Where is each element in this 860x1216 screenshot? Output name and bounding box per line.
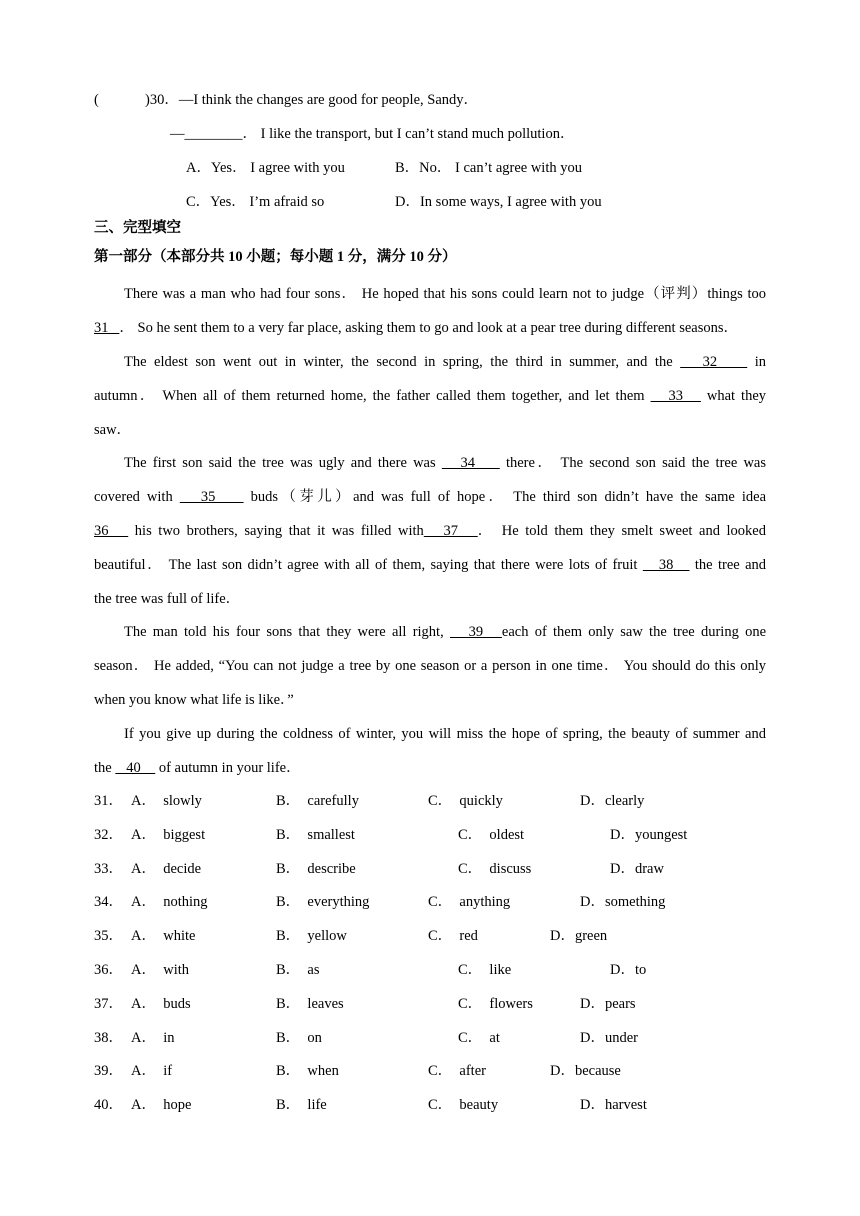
option-a: A． biggest	[131, 826, 206, 843]
q30-option-b: B．No． I can’t agree with you	[395, 160, 582, 176]
option-b: B． as	[276, 962, 320, 978]
option-a: A． if	[131, 1063, 173, 1080]
option-number: 38．	[94, 1029, 123, 1046]
passage-text: his two brothers, saying that it was filled with	[134, 523, 424, 539]
option-d: D．pears	[580, 995, 636, 1012]
blank-31: 31	[94, 320, 120, 336]
passage-line	[94, 319, 738, 337]
passage-line: the tree was full of life．	[94, 591, 241, 607]
passage-text: buds（芽儿）and was full of hope． The third son didn’t have the same idea	[250, 489, 767, 505]
blank-38: 38	[642, 557, 690, 573]
option-d: D．green	[550, 928, 608, 945]
option-d: D．clearly	[580, 793, 645, 809]
passage-text: what they	[706, 388, 767, 404]
passage-line	[94, 759, 301, 777]
option-c: C． quickly	[428, 793, 503, 809]
option-d: D．harvest	[580, 1097, 647, 1114]
passage-line: when you know what life is like．”	[94, 692, 294, 708]
passage-text: beautiful． The last son didn’t agree with all of them, saying that there were lots of fruit	[94, 557, 638, 573]
option-a: A． in	[131, 1029, 175, 1046]
blank-34: 34	[441, 455, 500, 471]
option-number: 39．	[94, 1063, 123, 1080]
passage-line: saw．	[94, 422, 132, 438]
option-a: A． slowly	[131, 793, 202, 809]
option-number: 31．	[94, 793, 123, 809]
q30-paren: (	[94, 92, 99, 108]
blank-32: 32	[680, 354, 748, 370]
option-number: 40．	[94, 1097, 123, 1114]
passage-text: in	[754, 354, 767, 370]
option-c: C． discuss	[458, 860, 532, 877]
passage-text: The man told his four sons that they were all right,	[124, 624, 444, 640]
option-c: C． oldest	[458, 826, 525, 843]
option-number: 32．	[94, 826, 123, 843]
passage-text: covered with	[94, 489, 173, 505]
option-b: B． everything	[276, 894, 370, 911]
passage-line	[94, 488, 766, 506]
blank-39: 39	[449, 624, 502, 640]
option-b: B． smallest	[276, 826, 355, 843]
option-c: C． like	[458, 962, 512, 978]
q30-option-a: A．Yes． I agree with you	[186, 160, 345, 176]
passage-line	[94, 522, 766, 540]
option-d: D．under	[580, 1029, 638, 1046]
option-d: D．youngest	[610, 826, 688, 843]
option-b: B． carefully	[276, 793, 359, 809]
option-b: B． leaves	[276, 995, 344, 1012]
option-b: B． describe	[276, 860, 356, 877]
option-a: A． buds	[131, 995, 191, 1012]
option-d: D．something	[580, 894, 666, 911]
blank-33: 33	[650, 388, 701, 404]
blank-35: 35	[179, 489, 244, 505]
passage-text: the tree and	[694, 557, 767, 573]
passage-text: of autumn in your life．	[158, 760, 301, 776]
passage-line: If you give up during the coldness of winter, you will miss the hope of spring, the beauty of summer and	[124, 726, 766, 742]
q30-option-d: D．In some ways, I agree with you	[395, 194, 602, 210]
passage-text: there． The second son said the tree was	[505, 455, 767, 471]
option-d: D．draw	[610, 860, 664, 877]
blank-37: 37	[423, 523, 478, 539]
passage-line: season． He added, “You can not judge a tree by one season or a person in one time． You should do this only	[94, 658, 766, 674]
option-c: C． red	[428, 928, 478, 945]
passage-line	[124, 353, 766, 371]
section-title: 三、完型填空	[94, 220, 181, 236]
option-a: A． with	[131, 962, 189, 978]
passage-line	[94, 387, 766, 405]
option-a: A． nothing	[131, 894, 208, 911]
option-b: B． on	[276, 1029, 322, 1046]
option-d: D．because	[550, 1063, 621, 1080]
blank-36: 36	[94, 523, 129, 539]
passage-text: each of them only saw the tree during one	[501, 624, 767, 640]
blank-40: 40	[115, 760, 156, 776]
option-c: C． after	[428, 1063, 486, 1080]
option-b: B． life	[276, 1097, 327, 1114]
option-c: C． flowers	[458, 995, 533, 1012]
option-number: 36．	[94, 962, 123, 978]
passage-text: The first son said the tree was ugly and there was	[124, 455, 436, 471]
option-b: B． when	[276, 1063, 339, 1080]
passage-line	[124, 623, 766, 641]
option-c: C． anything	[428, 894, 511, 911]
option-c: C． at	[458, 1029, 500, 1046]
option-number: 35．	[94, 928, 123, 945]
option-d: D．to	[610, 962, 647, 978]
option-a: A． decide	[131, 860, 202, 877]
option-number: 37．	[94, 995, 123, 1012]
option-a: A． white	[131, 928, 196, 945]
part-title: 第一部分（本部分共 10 小题；每小题 1 分，满分 10 分）	[94, 249, 457, 265]
passage-text: ． So he sent them to a very far place, asking them to go and look at a pear tree during different seasons．	[119, 320, 738, 336]
option-number: 34．	[94, 894, 123, 911]
option-b: B． yellow	[276, 928, 347, 945]
q30-reply: —________． I like the transport, but I can’t stand much pollution．	[170, 126, 575, 142]
option-number: 33．	[94, 860, 123, 877]
passage-line	[124, 454, 766, 472]
option-a: A． hope	[131, 1097, 192, 1114]
q30-stem: )30．—I think the changes are good for people, Sandy．	[145, 92, 479, 108]
q30-option-c: C．Yes． I’m afraid so	[186, 194, 325, 210]
passage-line	[94, 556, 766, 574]
passage-text: the	[94, 760, 112, 776]
passage-text: ． He told them they smelt sweet and looked	[477, 523, 766, 539]
passage-line: There was a man who had four sons． He hoped that his sons could learn not to judge（评判）things too	[124, 286, 766, 302]
passage-text: autumn． When all of them returned home, the father called them together, and let them	[94, 388, 645, 404]
option-c: C． beauty	[428, 1097, 499, 1114]
passage-text: The eldest son went out in winter, the second in spring, the third in summer, and the	[124, 354, 673, 370]
